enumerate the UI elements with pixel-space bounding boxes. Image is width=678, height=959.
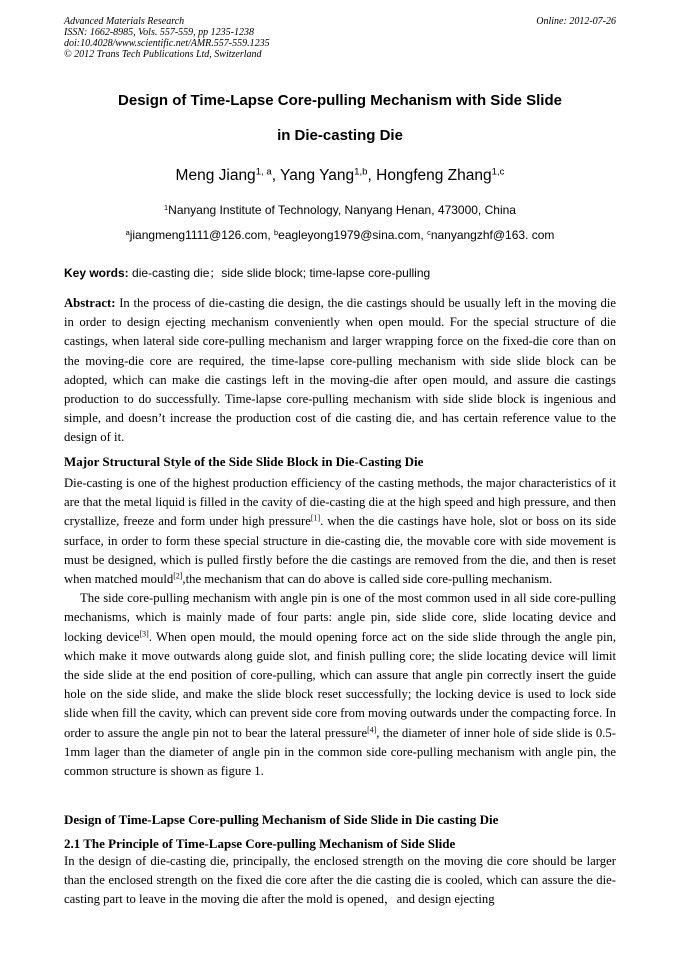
email-link[interactable]: eagleyong1979@sina.com, [278, 228, 428, 242]
author-superscript: 1,b [354, 166, 368, 178]
keywords-label: Key words: [64, 266, 129, 280]
section-heading-2: Design of Time-Lapse Core-pulling Mechanism of Side Slide in Die casting Die [64, 812, 499, 827]
abstract-text: In the process of die-casting die design, the die castings should be usually left in the moving die in order to design ejecting mechanism conveniently when open mould. For the special structure of die castings, when lateral side core-pulling mechanism and larger wrapping force on the fixed-die core than on the moving-die core are required, the time-lapse core-pulling mechanism with side slide block can be adopted, which can make die castings left in the moving-die after open mould, and assure die castings production to do successfully. Time-lapse core-pulling mechanism with side slide block is ingenious and simple, and doesn’t increase the production cost of die casting die, and has certain reference value to the design of it. [64, 296, 616, 445]
affiliation: $^1$Nanyang Institute of Technology, Nanyang Henan, 473000, China [164, 202, 516, 217]
keywords [64, 264, 616, 281]
citation: [4] [367, 725, 377, 735]
journal-name: Advanced Materials Research [64, 16, 185, 27]
paragraph: The side core-pulling mechanism with angle pin is one of the most common used in all side core-pulling mechanisms, which is mainly made of four parts: angle pin, side slide core, slide locating device and locking device[3]. When open mould, the mould opening force act on the side slide through the angle pin, which make it move outwards along guide slot, and finish pulling core; the slide locating device will limit the side slide at the end position of core-pulling, which can assure that angle pin correctly insert the guide hole on the side slide, and make the slide block reset successfully; the locking device is used to lock side slide when fill the cavity, which can prevent side core from moving outwards under the compacting force. In order to assure the angle pin not to bear the lateral pressure[4], the diameter of inner hole of side slide is 0.5-1mm lager than the diameter of angle pin in the common side core-pulling mechanism with angle pin, the common structure is shown as figure 1. [64, 591, 616, 779]
author-name: Hongfeng Zhang [376, 167, 492, 184]
abstract-label: Abstract: [64, 296, 116, 310]
author-name: Yang Yang [280, 167, 355, 184]
author-name: Meng Jiang [175, 167, 256, 184]
citation: [1] [310, 514, 321, 524]
paragraph: In the design of die-casting die, principally, the enclosed strength on the moving die core should be larger than the enclosed strength on the fixed die core after the die casting die is cooled, which can assure the die-casting part to leave in the moving die after the mold is opened，and design ejecting [64, 854, 616, 907]
journal-header [64, 16, 616, 60]
subsection-heading: 2.1 The Principle of Time-Lapse Core-pulling Mechanism of Side Slide [64, 836, 456, 851]
keywords-text: die-casting die；side slide block; time-lapse core-pulling [128, 266, 431, 280]
email-link[interactable]: jiangmeng1111@126.com, [129, 228, 274, 242]
issn-line: ISSN: 1662-8985, Vols. 557-559, pp 1235-1238 [64, 27, 254, 38]
section-2-body [64, 852, 616, 910]
abstract [64, 294, 616, 448]
copyright-line: © 2012 Trans Tech Publications Ltd, Switzerland [64, 49, 262, 60]
paper-title-line-2: in Die-casting Die [277, 127, 403, 144]
author-superscript: 1, a [255, 166, 272, 178]
online-date: Online: 2012-07-26 [536, 16, 616, 27]
author-list: Meng Jiang$^{1, a}$, Yang Yang$^{1,b}$, Hongfeng Zhang$^{1,c}$ [175, 166, 505, 184]
author-superscript: 1,c [491, 166, 505, 178]
author-emails: $^a$jiangmeng1111@126.com, $^b$eagleyong1979@sina.com, $^c$nanyangzhf@163. com [125, 227, 555, 242]
email-link[interactable]: nanyangzhf@163. com [430, 228, 555, 242]
paper-title-line-1: Design of Time-Lapse Core-pulling Mechanism with Side Slide [118, 92, 562, 109]
citation: [3] [139, 629, 149, 639]
section-heading-1: Major Structural Style of the Side Slide Block in Die-Casting Die [64, 454, 424, 469]
paragraph: Die-casting is one of the highest production efficiency of the casting methods, the major characteristics of it are that the metal liquid is filled in the cavity of die-casting die at the high speed and high pressure, and then crystallize, freeze and form under high pressure[1]. when the die castings have hole, slot or boss on its side surface, in order to form these special structure in die-casting die, the movable core with side movement is must be designed, which is pulled firstly before the die castings are removed from the die, and then is reset when matched mould[2],the mechanism that can do above is called side core-pulling mechanism. [64, 476, 616, 587]
section-1-body [64, 474, 616, 781]
doi-line: doi:10.4028/www.scientific.net/AMR.557-559.1235 [64, 38, 270, 49]
citation: [2] [173, 571, 183, 581]
